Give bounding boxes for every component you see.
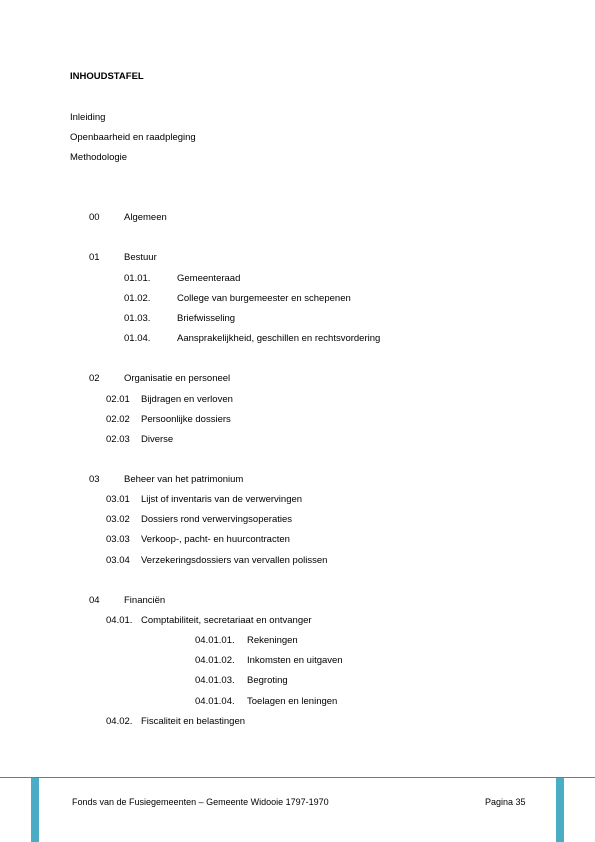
toc-num-04-01: 04.01. <box>106 615 133 626</box>
toc-label-02-01: Bijdragen en verloven <box>141 394 233 405</box>
toc-label-04-01-02: Inkomsten en uitgaven <box>247 655 343 666</box>
toc-num-04-01-03: 04.01.03. <box>195 675 235 686</box>
toc-num-01-03: 01.03. <box>124 313 151 324</box>
footer-page-number: Pagina 35 <box>485 797 526 807</box>
toc-label-04-02: Fiscaliteit en belastingen <box>141 716 246 727</box>
toc-label-04-01: Comptabiliteit, secretariaat en ontvanger <box>141 615 312 626</box>
toc-label-04-01-03: Begroting <box>247 675 288 686</box>
intro-item-methodologie: Methodologie <box>70 152 128 163</box>
footer-bar-left <box>31 778 39 842</box>
toc-label-02: Organisatie en personeel <box>124 373 231 384</box>
toc-label-03-04: Verzekeringsdossiers van vervallen polissen <box>141 555 328 566</box>
intro-item-inleiding: Inleiding <box>70 112 106 123</box>
toc-num-00: 00 <box>89 212 100 223</box>
toc-num-01: 01 <box>89 252 100 263</box>
intro-item-openbaarheid: Openbaarheid en raadpleging <box>70 132 196 143</box>
toc-num-03-01: 03.01 <box>106 494 130 505</box>
toc-label-00: Algemeen <box>124 212 167 223</box>
toc-label-01-02: College van burgemeester en schepenen <box>177 293 351 304</box>
toc-num-01-04: 01.04. <box>124 333 151 344</box>
toc-label-02-03: Diverse <box>141 434 174 445</box>
toc-label-01-03: Briefwisseling <box>177 313 236 324</box>
footer-rule <box>0 777 595 778</box>
toc-num-03: 03 <box>89 474 100 485</box>
toc-num-02-02: 02.02 <box>106 414 130 425</box>
toc-label-04-01-01: Rekeningen <box>247 635 298 646</box>
toc-num-04-01-04: 04.01.04. <box>195 696 235 707</box>
page-title: INHOUDSTAFEL <box>70 71 144 82</box>
footer-source: Fonds van de Fusiegemeenten – Gemeente Widooie 1797-1970 <box>72 797 329 807</box>
toc-label-01-01: Gemeenteraad <box>177 273 241 284</box>
toc-num-04-01-01: 04.01.01. <box>195 635 235 646</box>
toc-num-02: 02 <box>89 373 100 384</box>
toc-num-03-03: 03.03 <box>106 534 130 545</box>
toc-num-03-02: 03.02 <box>106 514 130 525</box>
toc-label-01: Bestuur <box>124 252 157 263</box>
toc-label-03: Beheer van het patrimonium <box>124 474 244 485</box>
footer-bar-right <box>556 778 564 842</box>
toc-label-03-02: Dossiers rond verwervingsoperaties <box>141 514 293 525</box>
toc-num-04-01-02: 04.01.02. <box>195 655 235 666</box>
toc-num-02-03: 02.03 <box>106 434 130 445</box>
toc-label-03-01: Lijst of inventaris van de verwervingen <box>141 494 303 505</box>
toc-num-04: 04 <box>89 595 100 606</box>
toc-label-01-04: Aansprakelijkheid, geschillen en rechtsvordering <box>177 333 381 344</box>
toc-num-04-02: 04.02. <box>106 716 133 727</box>
toc-num-01-02: 01.02. <box>124 293 151 304</box>
toc-label-04-01-04: Toelagen en leningen <box>247 696 338 707</box>
toc-num-01-01: 01.01. <box>124 273 151 284</box>
toc-label-03-03: Verkoop-, pacht- en huurcontracten <box>141 534 290 545</box>
toc-label-04: Financiën <box>124 595 166 606</box>
toc-label-02-02: Persoonlijke dossiers <box>141 414 231 425</box>
toc-num-03-04: 03.04 <box>106 555 130 566</box>
toc-num-02-01: 02.01 <box>106 394 130 405</box>
